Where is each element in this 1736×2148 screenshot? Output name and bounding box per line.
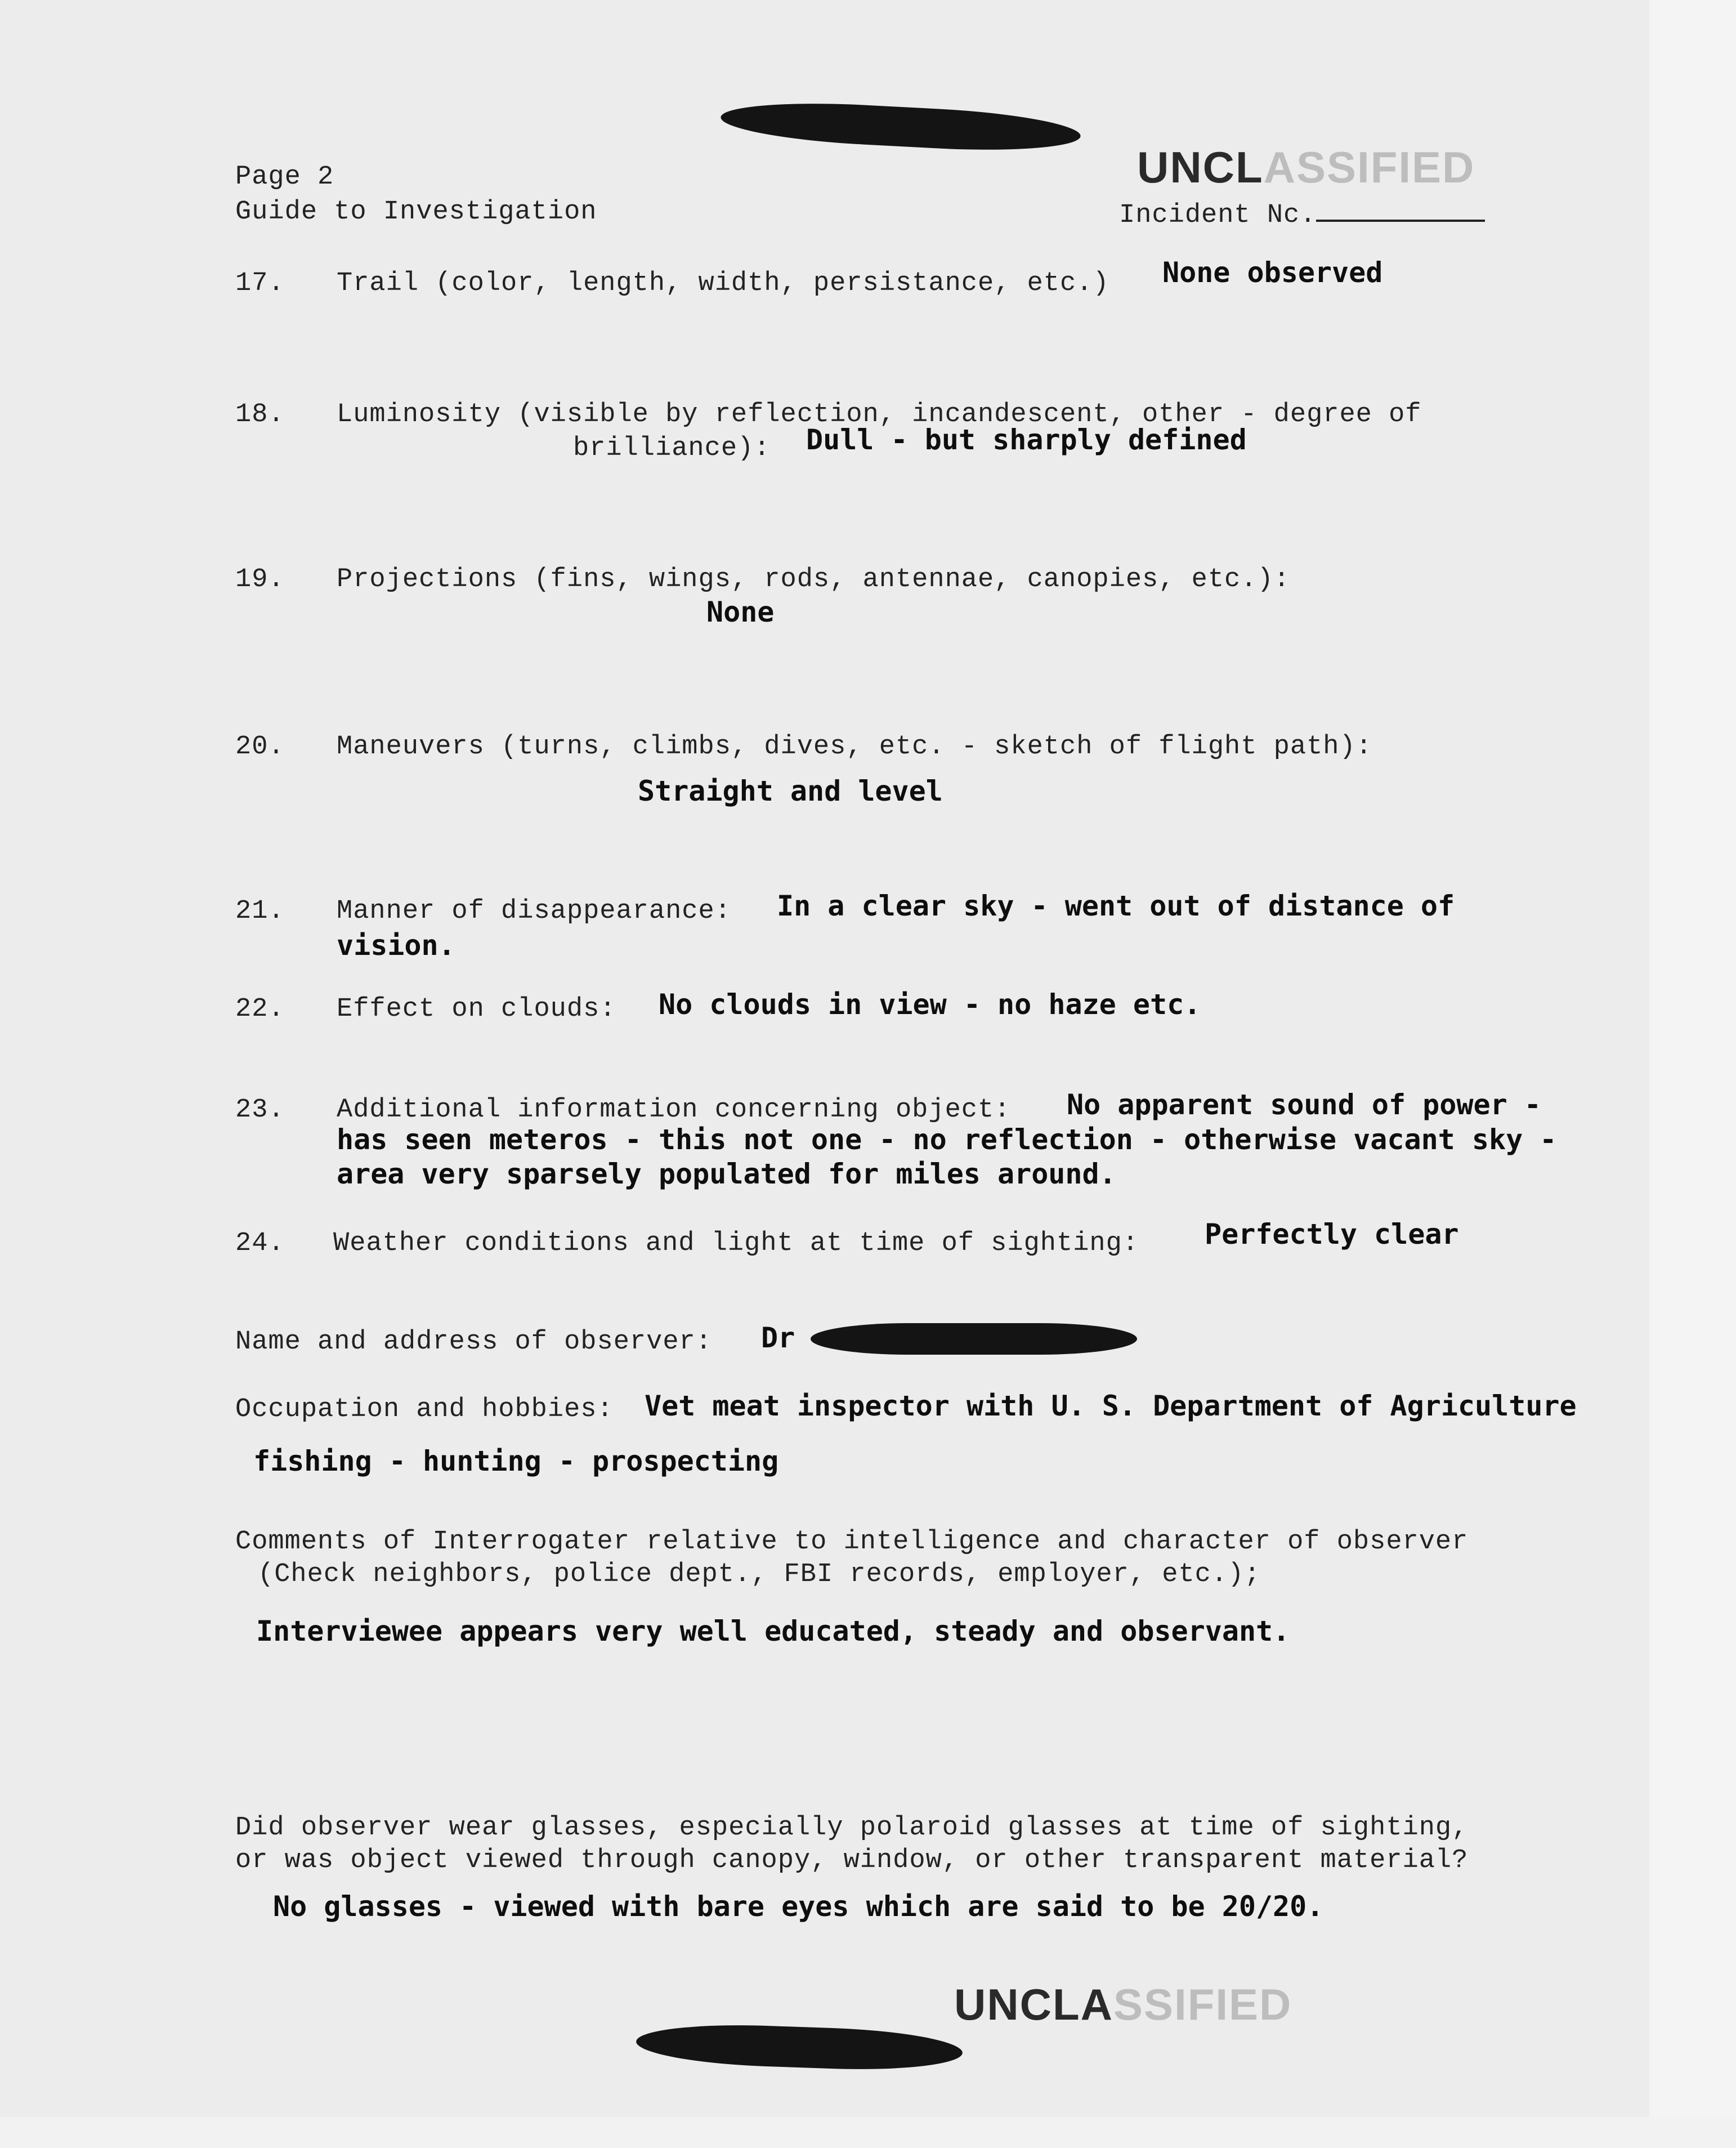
- scan-margin-right: [1649, 0, 1736, 2148]
- item-24-answer: Perfectly clear: [1205, 1218, 1459, 1251]
- incident-number-label: [1119, 197, 1485, 230]
- item-18-question: Luminosity (visible by reflection, incandescent, other - degree of: [337, 400, 1422, 430]
- item-18-number: 18.: [235, 400, 285, 430]
- stamp-faded-text: SSIFIED: [1113, 1980, 1292, 2029]
- document-title: Guide to Investigation: [235, 197, 597, 227]
- item-23-answer-line1: No apparent sound of power -: [1067, 1088, 1541, 1121]
- occupation-label: Occupation and hobbies:: [235, 1395, 614, 1424]
- item-18-answer: Dull - but sharply defined: [806, 423, 1247, 456]
- unclassified-stamp-bottom: [954, 1979, 1292, 2030]
- scan-margin-bottom: [0, 2117, 1736, 2148]
- item-17-question: Trail (color, length, width, persistance, etc.): [337, 269, 1109, 298]
- item-18-question-cont: brilliance):: [573, 434, 771, 463]
- item-20-answer: Straight and level: [638, 775, 943, 807]
- item-17-answer: None observed: [1162, 256, 1383, 289]
- glasses-question-line2: or was object viewed through canopy, window, or other transparent material?: [235, 1846, 1469, 1875]
- glasses-answer: No glasses - viewed with bare eyes which are said to be 20/20.: [273, 1890, 1324, 1923]
- glasses-question-line1: Did observer wear glasses, especially polaroid glasses at time of sighting,: [235, 1813, 1469, 1843]
- stamp-faded-text: ASSIFIED: [1263, 142, 1475, 192]
- page-number: Page 2: [235, 162, 334, 192]
- item-23-answer-line2: has seen meteros - this not one - no reflection - otherwise vacant sky -: [337, 1123, 1557, 1156]
- item-21-answer-line1: In a clear sky - went out of distance of: [777, 890, 1455, 922]
- item-19-answer: None: [706, 596, 775, 628]
- comments-answer: Interviewee appears very well educated, steady and observant.: [256, 1615, 1290, 1647]
- occupation-value: Vet meat inspector with U. S. Department of Agriculture: [645, 1390, 1577, 1422]
- item-17-number: 17.: [235, 269, 285, 298]
- hobbies-value: fishing - hunting - prospecting: [253, 1445, 779, 1477]
- comments-line1: Comments of Interrogater relative to intelligence and character of observer: [235, 1527, 1469, 1557]
- item-19-question: Projections (fins, wings, rods, antennae, canopies, etc.):: [337, 565, 1290, 595]
- item-23-answer-line3: area very sparsely populated for miles around.: [337, 1158, 1116, 1190]
- item-20-number: 20.: [235, 732, 285, 762]
- incident-label-text: Incident Nc.: [1119, 200, 1317, 230]
- item-20-question: Maneuvers (turns, climbs, dives, etc. - sketch of flight path):: [337, 732, 1372, 762]
- item-22-question: Effect on clouds:: [337, 994, 616, 1024]
- item-22-answer: No clouds in view - no haze etc.: [659, 988, 1201, 1021]
- item-22-number: 22.: [235, 994, 285, 1024]
- unclassified-stamp-top: [1137, 142, 1475, 193]
- comments-line2: (Check neighbors, police dept., FBI records, employer, etc.);: [258, 1560, 1261, 1589]
- item-21-question: Manner of disappearance:: [337, 896, 731, 926]
- stamp-text: UNCLA: [954, 1980, 1113, 2029]
- observer-name-label: Name and address of observer:: [235, 1327, 712, 1357]
- item-21-answer-line2: vision.: [337, 929, 455, 962]
- item-19-number: 19.: [235, 565, 285, 595]
- item-23-number: 23.: [235, 1095, 285, 1125]
- observer-name-redaction: [811, 1323, 1137, 1355]
- item-21-number: 21.: [235, 896, 285, 926]
- stamp-text: UNCL: [1137, 142, 1264, 192]
- item-24-number: 24.: [235, 1229, 285, 1258]
- observer-name-value: Dr: [761, 1321, 795, 1354]
- item-24-question: Weather conditions and light at time of sighting:: [333, 1229, 1139, 1258]
- item-23-question: Additional information concerning object:: [337, 1095, 1011, 1125]
- incident-number-blank: [1316, 197, 1485, 222]
